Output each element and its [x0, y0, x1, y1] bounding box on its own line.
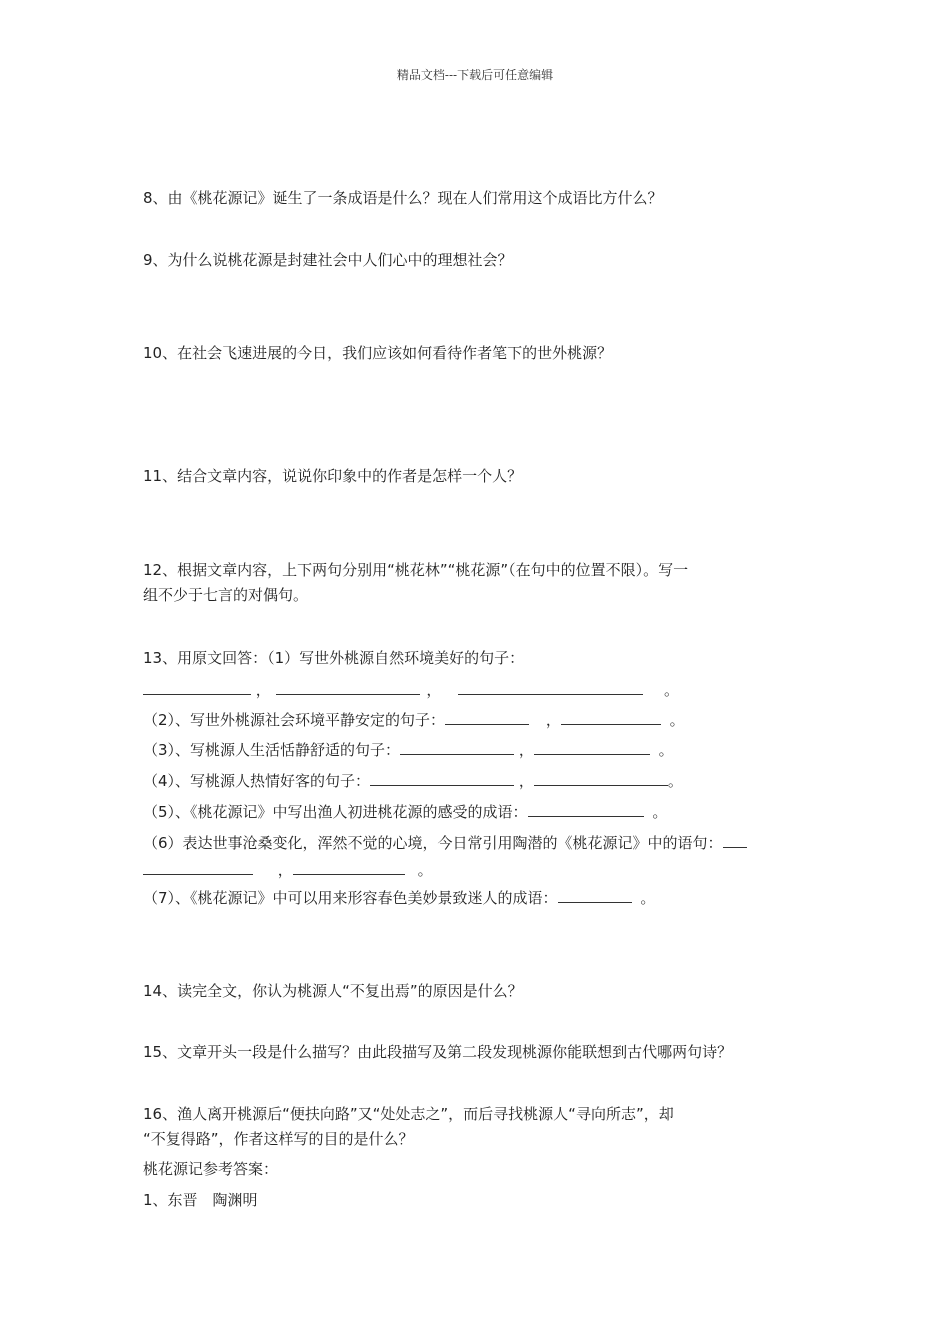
page-header: 精品文档---下载后可任意编辑 [396, 68, 554, 82]
question-16-line-2: “不复得路”，作者这样写的目的是什么？ [143, 1130, 414, 1148]
question-15: 15、文章开头一段是什么描写？由此段描写及第二段发现桃源你能联想到古代哪两句诗？ [143, 1043, 733, 1061]
question-13-part-1-answer [143, 680, 679, 700]
question-13-intro: 13、用原文回答：（1）写世外桃源自然环境美好的句子： [143, 649, 525, 667]
answer-blank[interactable] [276, 680, 420, 695]
question-13-part-6-line-2 [143, 860, 433, 880]
question-13-part-2 [143, 710, 685, 730]
part-7-label: （7）、《桃花源记》中可以用来形容春色美妙景致迷人的成语： [143, 889, 558, 907]
question-12-line-2: 组不少于七言的对偶句。 [143, 586, 309, 604]
part-6-label: （6）表达世事沧桑变化，浑然不觉的心境，今日常引用陶潜的《桃花源记》中的语句： [143, 834, 723, 852]
period: 。 [658, 741, 674, 759]
part-5-label: （5）、《桃花源记》中写出渔人初进桃花源的感受的成语： [143, 803, 528, 821]
separator: ， [518, 741, 534, 759]
part-2-label: （2）、写世外桃源社会环境平静安定的句子： [143, 711, 446, 729]
answer-blank[interactable] [143, 860, 253, 875]
question-13-part-6-line-1 [143, 833, 747, 853]
period: 。 [667, 772, 683, 790]
question-13-part-3 [143, 740, 674, 760]
question-13-part-4 [143, 771, 683, 791]
part-4-label: （4）、写桃源人热情好客的句子： [143, 772, 371, 790]
part-3-label: （3）、写桃源人生活恬静舒适的句子： [143, 741, 401, 759]
question-13-part-5 [143, 802, 667, 822]
question-13-part-7 [143, 888, 655, 908]
answer-blank[interactable] [528, 802, 644, 817]
question-12-line-1: 12、根据文章内容，上下两句分别用“桃花林”“桃花源”（在句中的位置不限）。写一 [143, 561, 689, 579]
answer-blank[interactable] [293, 860, 405, 875]
answer-blank[interactable] [400, 740, 514, 755]
answer-blank[interactable] [445, 710, 529, 725]
answer-blank[interactable] [534, 740, 650, 755]
answer-blank[interactable] [723, 833, 747, 848]
answer-blank[interactable] [561, 710, 661, 725]
answers-title: 桃花源记参考答案： [143, 1160, 279, 1178]
answer-blank[interactable] [143, 680, 251, 695]
period: 。 [652, 803, 668, 821]
separator: ， [255, 681, 271, 699]
separator: ， [277, 861, 293, 879]
question-8: 8、由《桃花源记》诞生了一条成语是什么？现在人们常用这个成语比方什么？ [143, 189, 663, 207]
question-11: 11、结合文章内容，说说你印象中的作者是怎样一个人？ [143, 467, 523, 485]
answer-blank[interactable] [558, 888, 632, 903]
answer-blank[interactable] [370, 771, 514, 786]
answer-1: 1、东晋 陶渊明 [143, 1191, 258, 1209]
question-16-line-1: 16、渔人离开桃源后“便扶向路”又“处处志之”，而后寻找桃源人“寻向所志”，却 [143, 1105, 674, 1123]
answer-blank[interactable] [458, 680, 643, 695]
separator: ， [426, 681, 442, 699]
question-9: 9、为什么说桃花源是封建社会中人们心中的理想社会？ [143, 251, 513, 269]
separator: ， [545, 711, 561, 729]
period: 。 [669, 711, 685, 729]
question-14: 14、读完全文，你认为桃源人“不复出焉”的原因是什么？ [143, 982, 523, 1000]
answer-blank[interactable] [534, 771, 668, 786]
separator: ， [518, 772, 534, 790]
question-10: 10、在社会飞速进展的今日，我们应该如何看待作者笔下的世外桃源？ [143, 344, 613, 362]
period: 。 [417, 861, 433, 879]
period: 。 [663, 681, 679, 699]
period: 。 [640, 889, 656, 907]
